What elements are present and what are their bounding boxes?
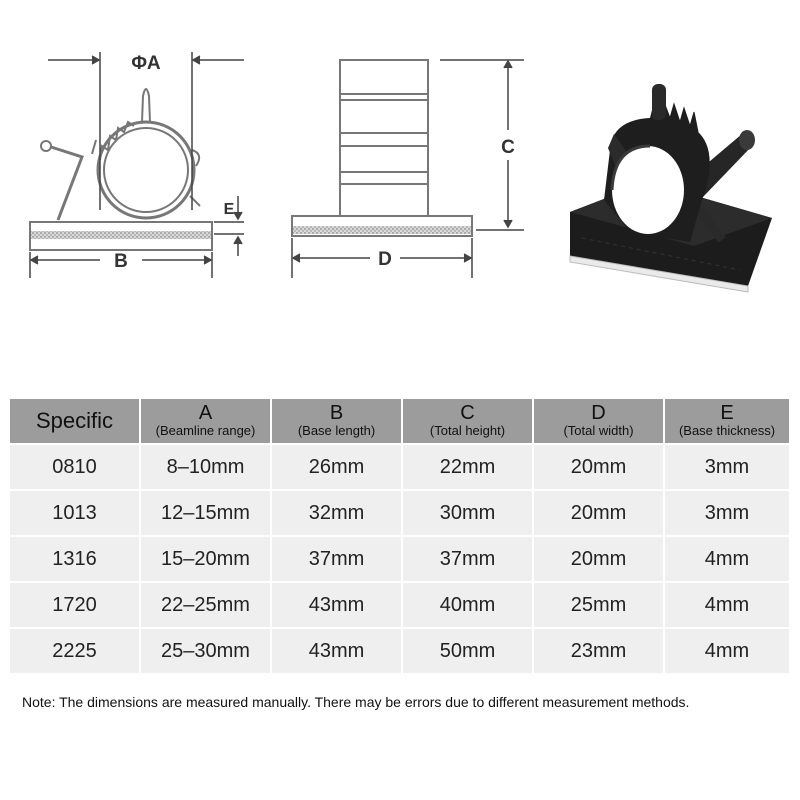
product-diagram	[0, 0, 800, 390]
cell-d: 25mm	[534, 583, 663, 627]
cell-b: 32mm	[272, 491, 401, 535]
cell-b: 43mm	[272, 629, 401, 673]
header-e-letter: E	[720, 402, 734, 424]
header-c	[403, 399, 532, 443]
label-phi-a: ΦA	[131, 53, 161, 74]
table-header-row	[10, 399, 789, 443]
label-e: E	[223, 201, 235, 218]
cell-c: 40mm	[403, 583, 532, 627]
cell-b: 37mm	[272, 537, 401, 581]
cell-a: 25–30mm	[141, 629, 270, 673]
table-row	[10, 583, 789, 627]
front-view-drawing	[30, 89, 212, 250]
cell-c: 30mm	[403, 491, 532, 535]
cell-e: 3mm	[665, 491, 789, 535]
label-b: B	[114, 251, 128, 272]
header-d-desc: (Total width)	[563, 423, 634, 438]
cell-specific: 0810	[10, 445, 139, 489]
cell-d: 20mm	[534, 445, 663, 489]
cell-c: 37mm	[403, 537, 532, 581]
cell-a: 22–25mm	[141, 583, 270, 627]
cell-e: 4mm	[665, 537, 789, 581]
header-e-desc: (Base thickness)	[678, 423, 776, 438]
cell-c: 22mm	[403, 445, 532, 489]
spec-table	[8, 397, 791, 675]
header-e	[665, 399, 789, 443]
cell-specific: 2225	[10, 629, 139, 673]
cell-e: 4mm	[665, 583, 789, 627]
header-b	[272, 399, 401, 443]
cable-clip-product-image	[570, 84, 772, 292]
cell-e: 4mm	[665, 629, 789, 673]
cell-a: 15–20mm	[141, 537, 270, 581]
cell-c: 50mm	[403, 629, 532, 673]
header-c-desc: (Total height)	[429, 423, 506, 438]
label-c: C	[501, 137, 515, 158]
cell-b: 26mm	[272, 445, 401, 489]
cell-b: 43mm	[272, 583, 401, 627]
header-b-letter: B	[329, 402, 344, 424]
table-row	[10, 537, 789, 581]
header-a-desc: (Beamline range)	[155, 423, 256, 438]
table-row	[10, 491, 789, 535]
header-d-letter: D	[591, 402, 606, 424]
header-c-letter: C	[460, 402, 475, 424]
cell-specific: 1316	[10, 537, 139, 581]
side-view-drawing	[292, 60, 472, 236]
header-a	[141, 399, 270, 443]
cell-specific: 1720	[10, 583, 139, 627]
cell-a: 12–15mm	[141, 491, 270, 535]
header-d	[534, 399, 663, 443]
header-b-desc: (Base length)	[297, 423, 376, 438]
label-d: D	[378, 249, 392, 270]
cell-d: 23mm	[534, 629, 663, 673]
table-row	[10, 629, 789, 673]
header-a-letter: A	[198, 402, 213, 424]
measurement-note: Note: The dimensions are measured manually. There may be errors due to different measurement methods.	[22, 694, 690, 710]
cell-d: 20mm	[534, 491, 663, 535]
cell-e: 3mm	[665, 445, 789, 489]
cell-d: 20mm	[534, 537, 663, 581]
table-row	[10, 445, 789, 489]
header-specific: Specific	[10, 399, 139, 443]
cell-specific: 1013	[10, 491, 139, 535]
cell-a: 8–10mm	[141, 445, 270, 489]
